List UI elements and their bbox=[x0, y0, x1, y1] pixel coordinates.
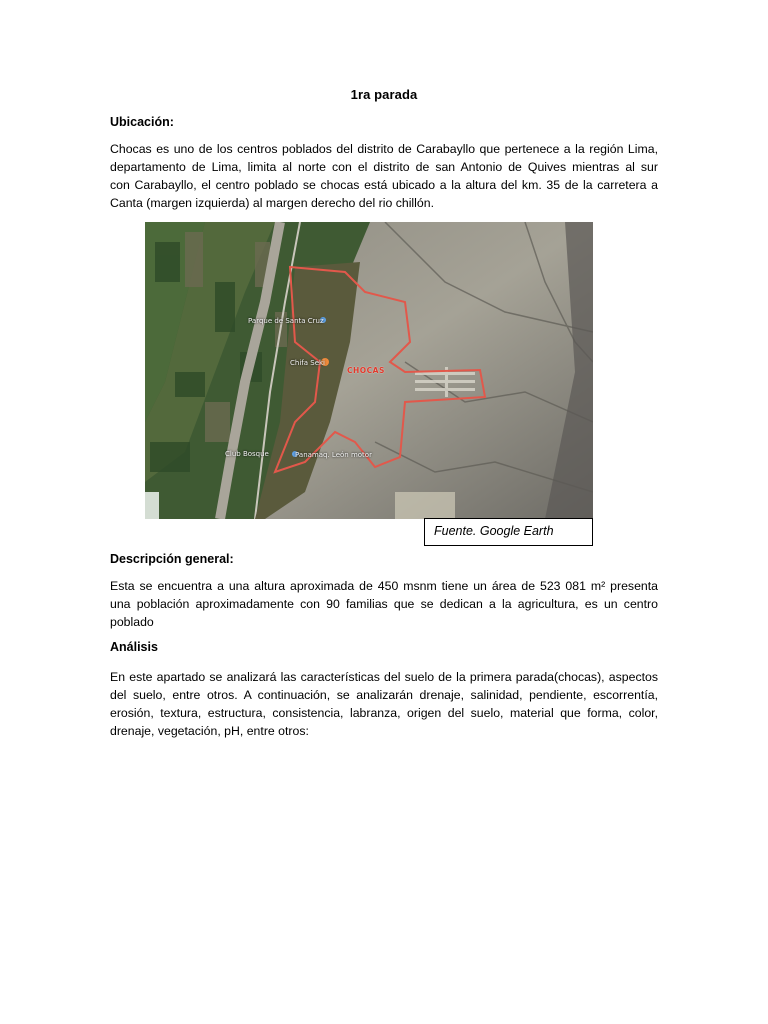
paragraph-line: una población aproximadamente con 90 familias que se dedican a la agricultura, es un centro bbox=[110, 597, 658, 611]
map-label: Parque de Santa Cruz bbox=[248, 317, 324, 325]
analisis-paragraph bbox=[110, 668, 658, 740]
map-label: Club Bosque bbox=[225, 450, 269, 458]
paragraph-line: Chocas es uno de los centros poblados del distrito de Carabayllo que pertenece a la región Lima, bbox=[110, 142, 658, 156]
figure-caption: Fuente. Google Earth bbox=[424, 518, 593, 546]
descripcion-paragraph bbox=[110, 577, 658, 631]
paragraph-line: poblado bbox=[110, 615, 154, 629]
analisis-heading: Análisis bbox=[110, 640, 158, 654]
map-label: Panamaq. León motor bbox=[295, 451, 372, 459]
map-label: Chifa Seki bbox=[290, 359, 325, 367]
descripcion-heading: Descripción general: bbox=[110, 552, 234, 566]
map-town-label: CHOCAS bbox=[347, 366, 385, 375]
paragraph-line: drenaje, vegetación, pH, entre otros: bbox=[110, 724, 309, 738]
satellite-map-image bbox=[145, 222, 593, 519]
page-title: 1ra parada bbox=[350, 87, 418, 102]
paragraph-line: Canta (margen izquierda) al margen derecho del rio chillón. bbox=[110, 196, 434, 210]
paragraph-line: Esta se encuentra a una altura aproximada de 450 msnm tiene un área de 523 081 m² presenta bbox=[110, 579, 658, 593]
paragraph-line: con Carabayllo, el centro poblado se chocas está ubicado a la altura del km. 35 de la carretera a bbox=[110, 178, 658, 192]
paragraph-line: departamento de Lima, limita al norte con el distrito de san Antonio de Quives mientras al sur bbox=[110, 160, 658, 174]
paragraph-line: erosión, textura, estructura, consistencia, labranza, origen del suelo, material que forma, color, bbox=[110, 706, 658, 720]
paragraph-line: En este apartado se analizará las características del suelo de la primera parada(chocas), aspectos bbox=[110, 670, 658, 684]
ubicacion-heading: Ubicación: bbox=[110, 115, 174, 129]
ubicacion-paragraph bbox=[110, 140, 658, 212]
paragraph-line: del suelo, entre otros. A continuación, se analizarán drenaje, salinidad, pendiente, escorrentía, bbox=[110, 688, 658, 702]
